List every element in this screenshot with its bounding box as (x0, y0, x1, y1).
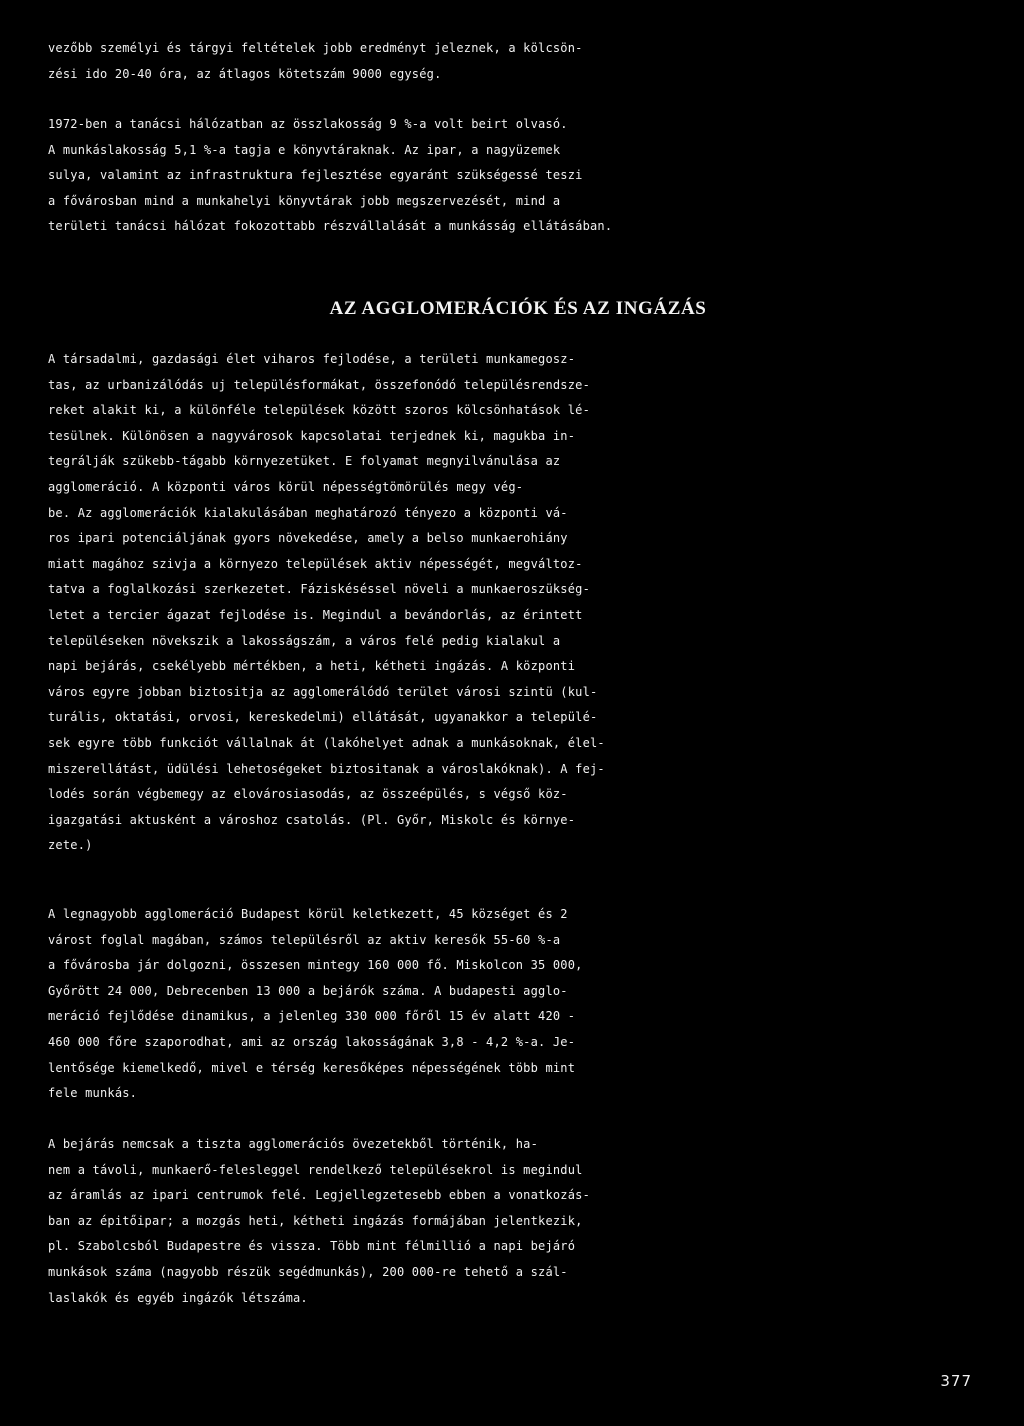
text-line: sek egyre több funkciót vállalnak át (lakóhelyet adnak a munkásoknak, élel- (48, 735, 605, 750)
text-line: 460 000 főre szaporodhat, ami az ország lakosságának 3,8 - 4,2 %-a. Je- (48, 1034, 576, 1049)
text-line: zete.) (48, 838, 93, 853)
text-line: be. Az agglomerációk kialakulásában meghatározó tényezo a központi vá- (48, 505, 568, 520)
text-line: reket alakit ki, a különféle települések között szoros kölcsönhatások lé- (48, 403, 590, 418)
paragraph-1972-readers (48, 112, 988, 240)
paragraph-text (48, 902, 988, 1107)
text-line: tatva a foglalkozási szerkezetet. Fáziskéséssel növeli a munkaeroszükség- (48, 582, 590, 597)
section-heading-block (48, 298, 988, 320)
text-line: ban az épitőipar; a mozgás heti, kétheti ingázás formájában jelentkezik, (48, 1213, 583, 1228)
text-line: nem a távoli, munkaerő-felesleggel rendelkező településekrol is megindul (48, 1162, 583, 1177)
text-line: lentősége kiemelkedő, mivel e térség keresőképes népességének több mint (48, 1060, 576, 1075)
text-line: az áramlás az ipari centrumok felé. Legjellegzetesebb ebben a vonatkozás- (48, 1188, 590, 1203)
text-line: sulya, valamint az infrastruktura fejlesztése egyaránt szükségessé teszi (48, 168, 583, 183)
text-line: miszerellátást, üdülési lehetoségeket biztositanak a városlakóknak). A fej- (48, 761, 605, 776)
text-line: laslakók és egyéb ingázók létszáma. (48, 1290, 308, 1305)
text-line: igazgatási aktusként a városhoz csatolás. (Pl. Győr, Miskolc és környe- (48, 812, 576, 827)
text-line: lodés során végbemegy az elovárosiasodás, az összeépülés, s végső köz- (48, 787, 568, 802)
text-line: pl. Szabolcsból Budapestre és vissza. Több mint félmillió a napi bejáró (48, 1239, 576, 1254)
text-line: vezőbb személyi és tárgyi feltételek jobb eredményt jeleznek, a kölcsön- (48, 41, 583, 55)
text-line: turális, oktatási, orvosi, kereskedelmi) ellátását, ugyanakkor a települé- (48, 710, 598, 725)
text-line: város egyre jobban biztositja az agglomerálódó terület városi szintü (kul- (48, 684, 598, 699)
text-line: A legnagyobb agglomeráció Budapest körül keletkezett, 45 községet és 2 (48, 907, 568, 921)
paragraph-text (48, 112, 988, 240)
text-line: letet a tercier ágazat fejlodése is. Megindul a bevándorlás, az érintett (48, 607, 583, 622)
paragraph-text (48, 1132, 988, 1311)
paragraph-commuting (48, 1132, 988, 1311)
text-line: munkások száma (nagyobb részük segédmunkás), 200 000-re tehető a szál- (48, 1264, 568, 1279)
paragraph-text (48, 36, 988, 87)
text-line: A bejárás nemcsak a tiszta agglomerációs övezetekből történik, ha- (48, 1137, 539, 1151)
text-line: meráció fejlődése dinamikus, a jelenleg 330 000 főről 15 év alatt 420 - (48, 1009, 576, 1024)
text-line: tas, az urbanizálódás uj településformákat, összefonódó településrendsze- (48, 377, 590, 392)
text-line: 1972-ben a tanácsi hálózatban az összlakosság 9 %-a volt beirt olvasó. (48, 117, 568, 131)
text-line: agglomeráció. A központi város körül népességtömörülés megy vég- (48, 479, 524, 494)
text-line: ros ipari potenciáljának gyors növekedése, amely a belso munkaerohiány (48, 531, 568, 546)
text-line: fele munkás. (48, 1086, 138, 1101)
text-line: zési ido 20-40 óra, az átlagos kötetszám 9000 egység. (48, 66, 442, 81)
text-line: területi tanácsi hálózat fokozottabb részvállalását a munkásság ellátásában. (48, 219, 613, 234)
text-line: a fővárosba jár dolgozni, összesen mintegy 160 000 fő. Miskolcon 35 000, (48, 958, 583, 973)
text-line: a fővárosban mind a munkahelyi könyvtárak jobb megszervezését, mind a (48, 193, 561, 208)
text-line: napi bejárás, csekélyebb mértékben, a heti, kétheti ingázás. A központi (48, 659, 576, 674)
text-line: tesülnek. Különösen a nagyvárosok kapcsolatai terjednek ki, magukba in- (48, 428, 576, 443)
paragraph-agglomerations (48, 347, 988, 859)
text-line: tegrálják szükebb-tágabb környezetüket. E folyamat megnyilvánulása az (48, 454, 561, 469)
page-number: 377 (940, 1372, 972, 1390)
text-line: A társadalmi, gazdasági élet viharos fejlodése, a területi munkamegosz- (48, 352, 576, 366)
text-line: miatt magához szivja a környezo települések aktiv népességét, megváltoz- (48, 556, 583, 571)
text-line: Győrött 24 000, Debrecenben 13 000 a bejárók száma. A budapesti agglo- (48, 983, 568, 998)
paragraph-text (48, 347, 988, 859)
section-heading: AZ AGGLOMERÁCIÓK ÉS AZ INGÁZÁS (329, 298, 707, 319)
paragraph-library-stats (48, 36, 988, 87)
text-line: A munkáslakosság 5,1 %-a tagja e könyvtáraknak. Az ipar, a nagyüzemek (48, 142, 561, 157)
text-line: településeken növekszik a lakosságszám, a város felé pedig kialakul a (48, 633, 561, 648)
text-line: várost foglal magában, számos településről az aktiv keresők 55-60 %-a (48, 932, 561, 947)
paragraph-budapest-agglomeration (48, 902, 988, 1107)
